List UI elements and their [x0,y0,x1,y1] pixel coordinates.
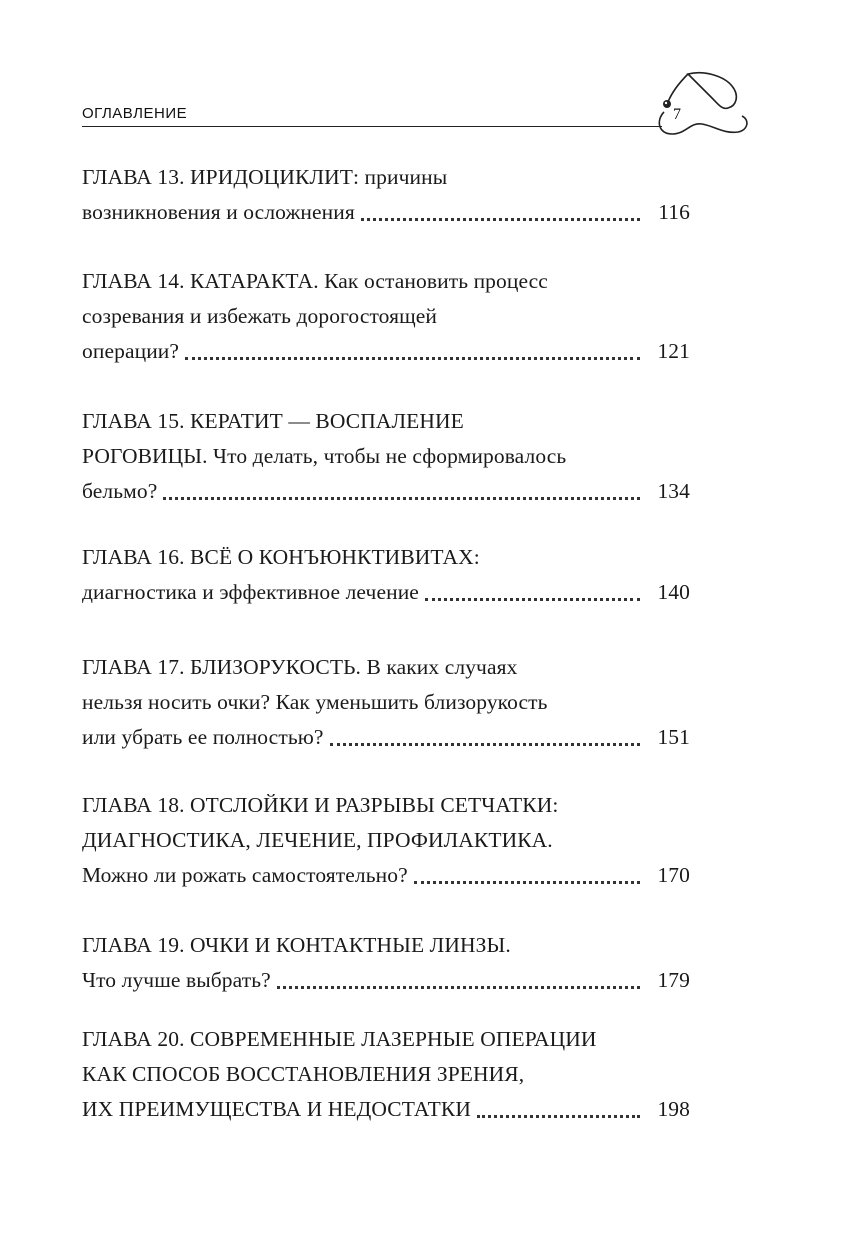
toc-entry-title-text: диагностика и эффективное лечение [82,580,419,604]
toc-entry[interactable] [82,540,690,610]
dot-leader [330,743,640,746]
toc-entry[interactable] [82,1022,690,1127]
section-title: ОГЛАВЛЕНИЕ [82,105,188,122]
toc-entry-line: ГЛАВА 18. ОТСЛОЙКИ И РАЗРЫВЫ СЕТЧАТКИ: [82,793,559,817]
toc-entry-last-line [82,575,690,610]
toc-entry-line: ГЛАВА 19. ОЧКИ И КОНТАКТНЫЕ ЛИНЗЫ. [82,933,511,957]
toc-entry-title-text: Можно ли рожать самостоятельно? [82,863,408,887]
toc-entry-title-text: ИХ ПРЕИМУЩЕСТВА И НЕДОСТАТКИ [82,1097,471,1121]
dot-leader [277,986,640,989]
toc-page-number: 151 [657,725,690,749]
toc-entry-line: ГЛАВА 20. СОВРЕМЕННЫЕ ЛАЗЕРНЫЕ ОПЕРАЦИИ [82,1027,597,1051]
toc-entry-line: нельзя носить очки? Как уменьшить близорукость [82,690,548,714]
toc-entry[interactable] [82,928,690,998]
toc-entry-title-text: возникновения и осложнения [82,200,355,224]
toc-entry-line: ГЛАВА 17. БЛИЗОРУКОСТЬ. В каких случаях [82,655,518,679]
page-number: 7 [673,106,681,123]
toc-entry-title-text: операции? [82,339,180,363]
toc-entry[interactable] [82,264,690,369]
toc-entry-last-line [82,474,690,509]
toc-page-number: 170 [657,863,690,887]
stethoscope-icon [652,68,752,148]
toc-entry[interactable] [82,404,690,509]
toc-entry-last-line [82,858,690,893]
toc-entry-line: КАК СПОСОБ ВОССТАНОВЛЕНИЯ ЗРЕНИЯ, [82,1062,525,1086]
toc-entry-line: ДИАГНОСТИКА, ЛЕЧЕНИЕ, ПРОФИЛАКТИКА. [82,828,553,852]
toc-page-number: 116 [658,200,690,224]
toc-entry-last-line [82,195,690,230]
toc-entry-last-line [82,720,690,755]
dot-leader [185,357,640,360]
toc-page-number: 121 [657,339,690,363]
toc-page-number: 179 [657,968,690,992]
toc-entry-title-text: Что лучше выбрать? [82,968,271,992]
toc-entry-title-text: или убрать ее полностью? [82,725,324,749]
toc-page-number: 134 [657,479,690,503]
toc-entry[interactable] [82,650,690,755]
dot-leader [361,218,640,221]
toc-entry-last-line [82,963,690,998]
header-rule [82,126,662,127]
toc-entry-line: РОГОВИЦЫ. Что делать, чтобы не сформировалось [82,444,567,468]
dot-leader [414,881,640,884]
toc-entry-line: ГЛАВА 15. КЕРАТИТ — ВОСПАЛЕНИЕ [82,409,464,433]
dot-leader [425,598,640,601]
toc-entry-line: ГЛАВА 13. ИРИДОЦИКЛИТ: причины [82,165,448,189]
toc-page-number: 198 [657,1097,690,1121]
toc-page-number: 140 [657,580,690,604]
dot-leader [163,497,640,500]
toc-entry[interactable] [82,788,690,893]
toc-entry-title-text: бельмо? [82,479,158,503]
toc-entry-line: ГЛАВА 14. КАТАРАКТА. Как остановить процесс [82,269,548,293]
toc-entry-last-line [82,334,690,369]
dot-leader [477,1115,640,1118]
toc-entry-line: созревания и избежать дорогостоящей [82,304,438,328]
running-header [82,104,672,124]
toc-entry[interactable] [82,160,690,230]
toc-entry-line: ГЛАВА 16. ВСЁ О КОНЪЮНКТИВИТАХ: [82,545,480,569]
toc-entry-last-line [82,1092,690,1127]
